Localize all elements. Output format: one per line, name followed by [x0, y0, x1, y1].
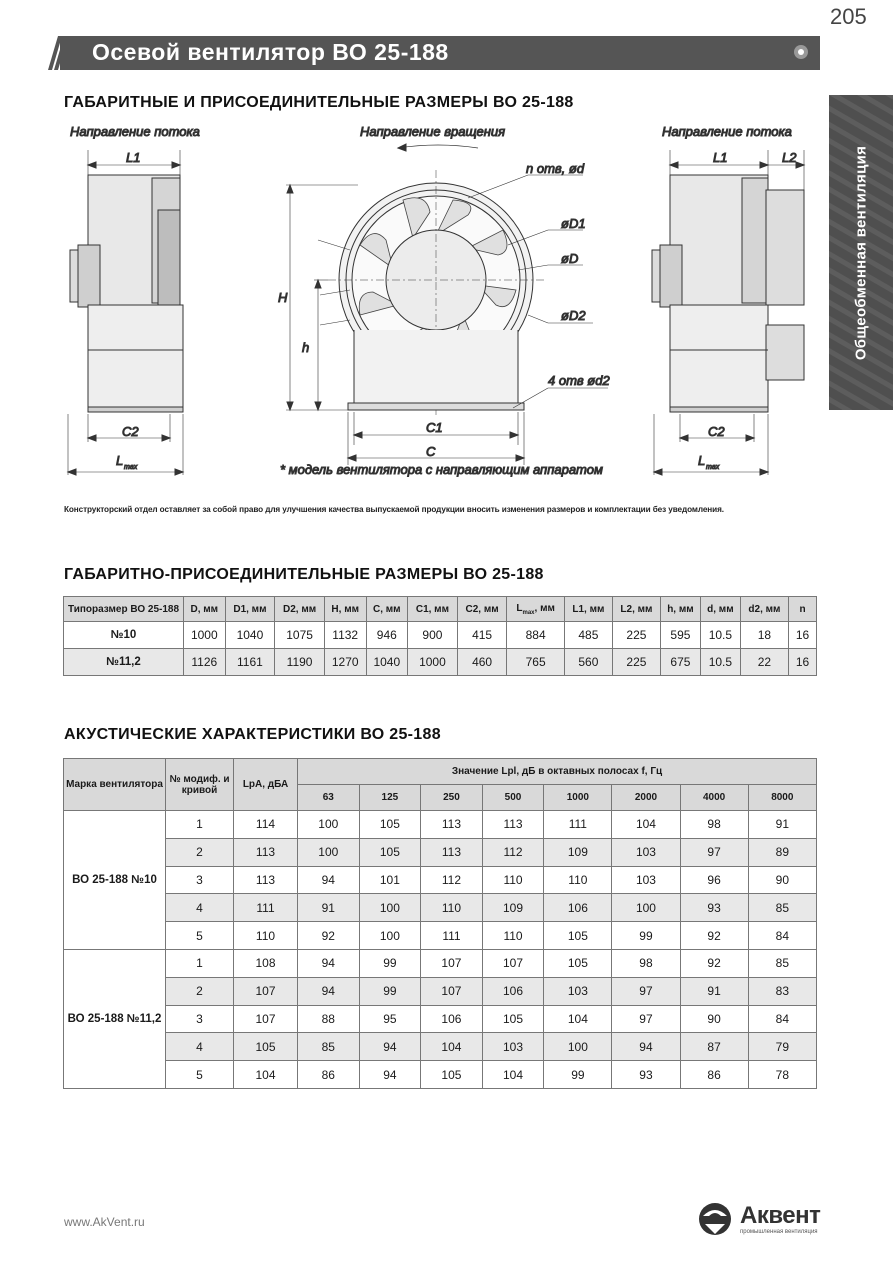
label-rotation: Направление вращения [360, 124, 506, 139]
svg-text:max: max [706, 464, 720, 471]
svg-text:øD2: øD2 [561, 308, 586, 323]
svg-text:C: C [426, 444, 436, 459]
svg-text:L: L [698, 453, 706, 468]
svg-text:H: H [278, 290, 288, 305]
svg-text:øD1: øD1 [561, 216, 586, 231]
fan-drawing [58, 120, 828, 485]
table-row: 5 104 86 94 105 104 99 93 86 78 [64, 1061, 817, 1089]
logo-wordmark: Аквент [740, 1202, 821, 1229]
footnote: * модель вентилятора с направляющим аппаратом [280, 462, 603, 477]
table-row: ВО 25-188 №10 1 114 100 105 113 113 111 104 98 91 [64, 811, 817, 839]
svg-text:n отв, ød: n отв, ød [526, 161, 585, 176]
section-title-dimensions: ГАБАРИТНЫЕ И ПРИСОЕДИНИТЕЛЬНЫЕ РАЗМЕРЫ ВО 25-188 [64, 94, 574, 111]
svg-text:L: L [116, 453, 124, 468]
brand-cell: ВО 25-188 №10 [64, 811, 166, 950]
svg-text:C2: C2 [122, 424, 139, 439]
table-row: 4 111 91 100 110 109 106 100 93 85 [64, 894, 817, 922]
svg-text:C1: C1 [426, 420, 443, 435]
table-row: ВО 25-188 №11,2 1 108 94 99 107 107 105 98 92 85 [64, 949, 817, 977]
acoustic-table [63, 758, 817, 1089]
table-row: 4 105 85 94 104 103 100 94 87 79 [64, 1033, 817, 1061]
svg-text:L1: L1 [126, 150, 141, 165]
website-link[interactable]: www.AkVent.ru [64, 1215, 145, 1229]
svg-text:max: max [124, 464, 138, 471]
table-row: 3 107 88 95 106 105 104 97 90 84 [64, 1005, 817, 1033]
table-row: №11,2 1126 1161 1190 1270 1040 1000 460 765 560 225 675 10.5 22 16 [64, 649, 817, 676]
label-flow-left: Направление потока [70, 124, 200, 139]
page-title: Осевой вентилятор ВО 25-188 [92, 39, 449, 65]
svg-text:L2: L2 [782, 150, 797, 165]
table-header-row: Типоразмер ВО 25-188 D, мм D1, мм D2, мм H, мм C, мм C1, мм C2, мм $L_{max}$, мм L1, мм L2, мм h, мм d, мм d2, мм n [64, 597, 817, 622]
svg-text:L1: L1 [713, 150, 728, 165]
page-number: 205 [830, 4, 867, 29]
disclaimer-note: Конструкторский отдел оставляет за собой право для улучшения качества выпускаемой продукции вносить изменения размеров и комплектации без уведомления. [64, 505, 724, 514]
brand-cell: ВО 25-188 №11,2 [64, 949, 166, 1088]
side-tab-label: Общеобменная вентиляция [852, 145, 870, 361]
dimensions-table [63, 596, 817, 676]
label-flow-right: Направление потока [662, 124, 792, 139]
svg-text:øD: øD [561, 251, 579, 266]
table-row: 2 107 94 99 107 106 103 97 91 83 [64, 977, 817, 1005]
svg-text:h: h [302, 340, 310, 355]
side-tab [829, 95, 893, 410]
table-header-row: 63 125 250 500 1000 2000 4000 8000 [64, 785, 817, 811]
right-side-view [652, 124, 804, 475]
table-row: 2 113 100 105 113 112 109 103 97 89 [64, 838, 817, 866]
section-title-acoustic: АКУСТИЧЕСКИЕ ХАРАКТЕРИСТИКИ ВО 25-188 [64, 726, 441, 743]
svg-text:4 отв ød2: 4 отв ød2 [548, 373, 610, 388]
gear-icon [791, 42, 811, 62]
svg-text:C2: C2 [708, 424, 725, 439]
table-row: 3 113 94 101 112 110 110 103 96 90 [64, 866, 817, 894]
table-row: 5 110 92 100 111 110 105 99 92 84 [64, 922, 817, 950]
section-title-mounting: ГАБАРИТНО-ПРИСОЕДИНИТЕЛЬНЫЕ РАЗМЕРЫ ВО 25-188 [64, 566, 544, 583]
page-header [0, 36, 893, 70]
table-header-row: Марка вентилятора № модиф. и кривой LpA, дБА Значение Lpl, дБ в октавных полосах f, Гц [64, 759, 817, 785]
table-row: №10 1000 1040 1075 1132 946 900 415 884 485 225 595 10.5 18 16 [64, 622, 817, 649]
left-side-view [68, 124, 200, 475]
logo-tagline: промышленная вентиляция [740, 1229, 818, 1235]
front-view [278, 124, 610, 477]
